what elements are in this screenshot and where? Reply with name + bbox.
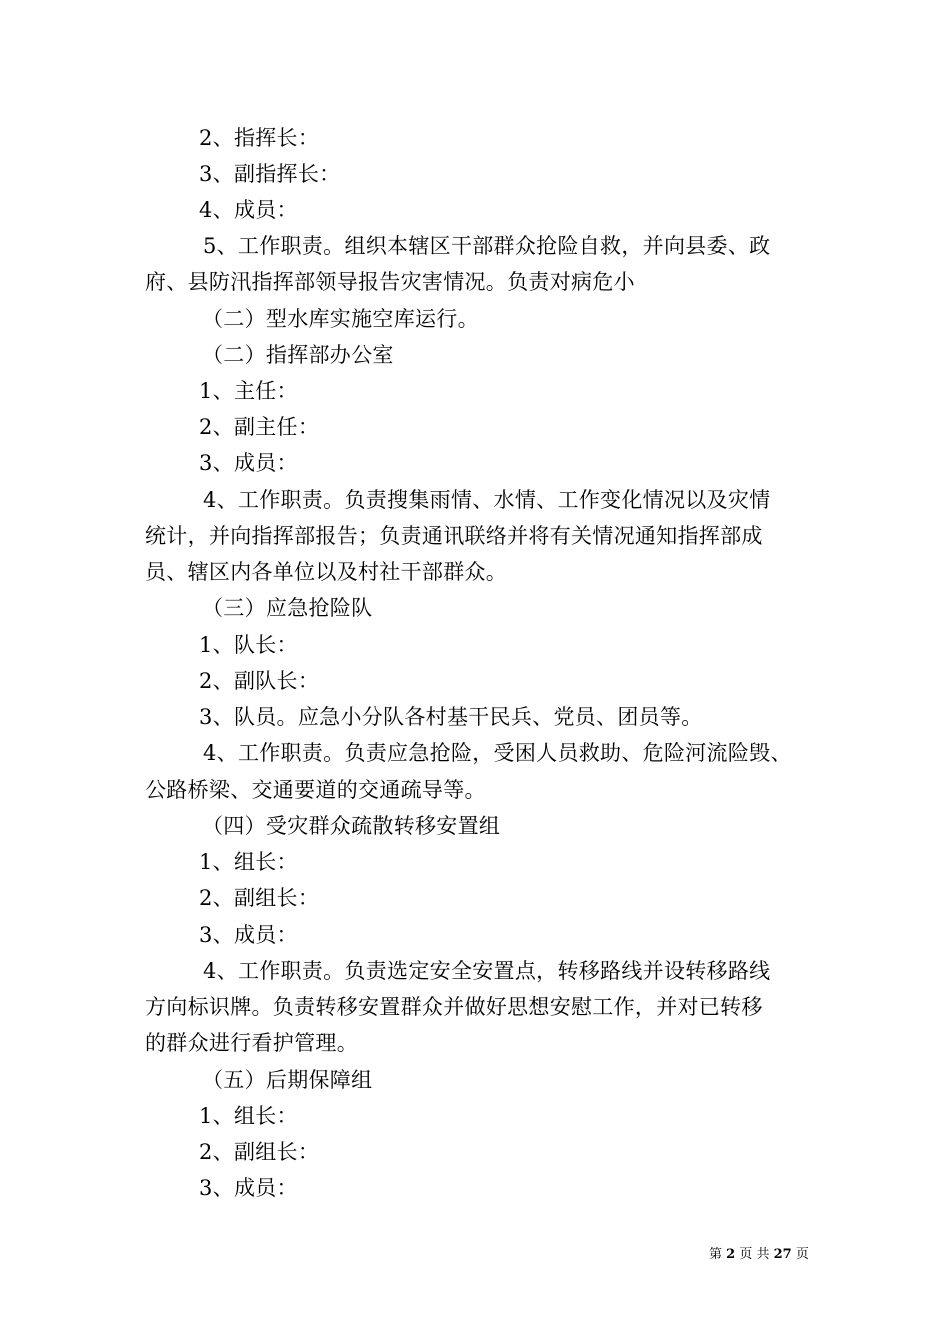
text-line: 1、队长： — [199, 633, 298, 657]
footer-suffix: 页 — [795, 1247, 809, 1262]
text-line: 3、副指挥长： — [199, 162, 341, 186]
text-line: 2、副组长： — [199, 886, 320, 910]
total-page-number: 27 — [773, 1247, 792, 1262]
text-line: 4、工作职责。负责应急抢险，受困人员救助、危险河流险毁、 — [203, 741, 792, 765]
text-line: 4、工作职责。负责搜集雨情、水情、工作变化情况以及灾情 — [203, 488, 771, 512]
section-heading: （二）型水库实施空库运行。 — [202, 307, 479, 331]
text-line: 4、工作职责。负责选定安全安置点，转移路线并设转移路线 — [203, 959, 771, 983]
current-page-number: 2 — [726, 1247, 736, 1262]
text-line: 3、成员： — [199, 451, 298, 475]
text-line: 员、辖区内各单位以及村社干部群众。 — [145, 560, 508, 584]
text-line: 方向标识牌。负责转移安置群众并做好思想安慰工作，并对已转移 — [145, 995, 763, 1019]
section-heading: （五）后期保障组 — [202, 1068, 373, 1092]
footer-prefix: 第 — [709, 1247, 723, 1262]
text-line: 3、成员： — [199, 923, 298, 947]
text-line: 2、副主任： — [199, 415, 320, 439]
text-line: 2、副组长： — [199, 1140, 320, 1164]
text-line: 1、主任： — [199, 379, 298, 403]
text-line: 统计，并向指挥部报告；负责通讯联络并将有关情况通知指挥部成 — [145, 524, 763, 548]
text-line: 2、副队长： — [199, 669, 320, 693]
section-heading: （二）指挥部办公室 — [202, 343, 394, 367]
page-footer — [709, 1246, 809, 1264]
text-line: 1、组长： — [199, 1104, 298, 1128]
text-line: 1、组长： — [199, 850, 298, 874]
text-line: 4、成员： — [199, 198, 298, 222]
text-line: 2、指挥长： — [199, 126, 320, 150]
text-line: 5、工作职责。组织本辖区干部群众抢险自救，并向县委、政 — [203, 234, 771, 258]
footer-middle: 页 共 — [739, 1247, 770, 1262]
text-line: 的群众进行看护管理。 — [145, 1031, 358, 1055]
text-line: 府、县防汛指挥部领导报告灾害情况。负责对病危小 — [145, 270, 635, 294]
text-line: 3、成员： — [199, 1176, 298, 1200]
section-heading: （四）受灾群众疏散转移安置组 — [202, 814, 501, 838]
section-heading: （三）应急抢险队 — [202, 596, 373, 620]
text-line: 3、队员。应急小分队各村基干民兵、党员、团员等。 — [199, 705, 703, 729]
text-line: 公路桥梁、交通要道的交通疏导等。 — [145, 778, 486, 802]
